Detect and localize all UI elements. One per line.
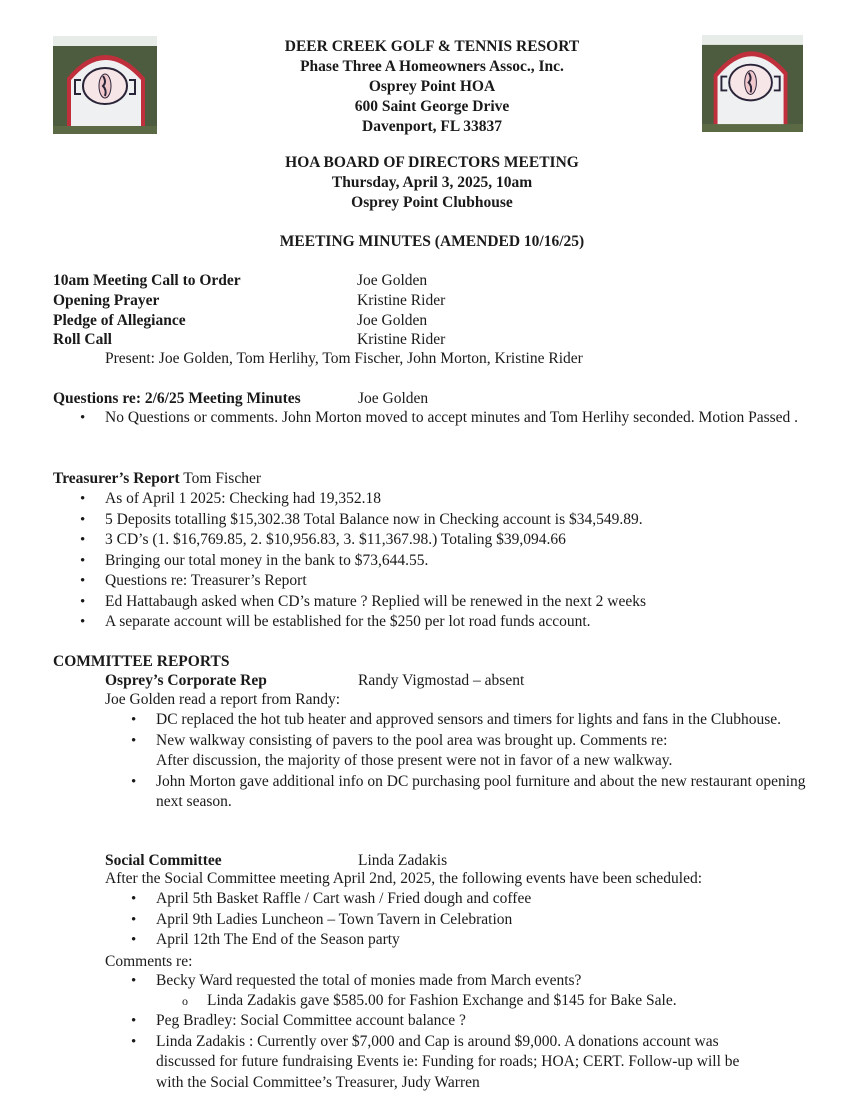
list-item: • Bringing our total money in the bank to $73,644.55. xyxy=(80,551,815,572)
agenda-item-person: Joe Golden xyxy=(357,272,428,289)
list-item xyxy=(131,731,816,772)
org-street: 600 Saint George Drive xyxy=(354,98,510,115)
list-item: • As of April 1 2025: Checking had 19,352.18 xyxy=(80,489,815,510)
meeting-location: Osprey Point Clubhouse xyxy=(351,194,513,211)
social-comments-sublist xyxy=(182,991,822,1012)
section-heading: Questions re: 2/6/25 Meeting Minutes xyxy=(53,390,301,407)
agenda-item-label: 10am Meeting Call to Order xyxy=(53,272,241,289)
osprey-point-sign-icon xyxy=(53,36,157,134)
treasurer-section xyxy=(53,469,261,489)
social-comments-list-continued xyxy=(131,1011,831,1093)
corporate-rep-section xyxy=(105,671,705,691)
osprey-point-logo-right xyxy=(702,35,803,132)
osprey-point-sign-icon xyxy=(702,35,803,132)
agenda-item xyxy=(53,291,653,311)
section-heading: Treasurer’s Report xyxy=(53,470,180,487)
list-item xyxy=(131,1032,831,1094)
social-committee-intro: After the Social Committee meeting April 2nd, 2025, the following events have been scheduled: xyxy=(105,870,703,887)
list-item: • April 5th Basket Raffle / Cart wash / Fried dough and coffee xyxy=(131,889,816,910)
social-events-list xyxy=(131,889,816,951)
agenda-item-person: Kristine Rider xyxy=(357,292,446,309)
list-item: • Becky Ward requested the total of monies made from March events? xyxy=(131,971,816,992)
agenda-item xyxy=(53,330,653,350)
comments-label: Comments re: xyxy=(105,953,193,970)
section-presenter: Tom Fischer xyxy=(183,470,261,487)
list-item: • April 12th The End of the Season party xyxy=(131,930,816,951)
sub-list-item: o Linda Zadakis gave $585.00 for Fashion Exchange and $145 for Bake Sale. xyxy=(182,991,822,1012)
agenda-item-person: Joe Golden xyxy=(357,312,428,329)
agenda-item-label: Opening Prayer xyxy=(53,292,160,309)
corporate-rep-bullets xyxy=(131,710,816,813)
list-item: • Ed Hattabaugh asked when CD’s mature ? Replied will be renewed in the next 2 weeks xyxy=(80,592,815,613)
section-heading: Osprey’s Corporate Rep xyxy=(105,672,267,689)
prior-minutes-section xyxy=(53,389,653,409)
agenda-item xyxy=(53,311,653,331)
meeting-header xyxy=(200,153,664,213)
agenda-item-label: Pledge of Allegiance xyxy=(53,312,186,329)
attendance-list: Present: Joe Golden, Tom Herlihy, Tom Fischer, John Morton, Kristine Rider xyxy=(105,350,583,367)
org-hoa: Osprey Point HOA xyxy=(368,78,496,95)
list-item: • 5 Deposits totalling $15,302.38 Total Balance now in Checking account is $34,549.89. xyxy=(80,510,815,531)
agenda-item-person: Kristine Rider xyxy=(357,331,446,348)
org-name: DEER CREEK GOLF & TENNIS RESORT xyxy=(284,38,580,55)
list-item-continuation: with the Social Committee’s Treasurer, Judy Warren xyxy=(156,1073,480,1091)
list-item: • DC replaced the hot tub heater and approved sensors and timers for lights and fans in the Clubhouse. xyxy=(131,710,816,731)
list-item: • A separate account will be established for the $250 per lot road funds account. xyxy=(80,612,815,633)
committee-reports-heading: COMMITTEE REPORTS xyxy=(53,653,230,670)
section-presenter: Linda Zadakis xyxy=(358,852,448,869)
prior-minutes-bullets xyxy=(80,408,815,429)
treasurer-bullets xyxy=(80,489,815,633)
osprey-point-logo-left xyxy=(53,36,157,134)
minutes-title: MEETING MINUTES (AMENDED 10/16/25) xyxy=(279,233,585,250)
corporate-rep-intro: Joe Golden read a report from Randy: xyxy=(105,691,341,708)
list-item: • John Morton gave additional info on DC purchasing pool furniture and about the new restaurant opening next season. xyxy=(131,772,816,813)
list-item: • No Questions or comments. John Morton moved to accept minutes and Tom Herlihy seconded. Motion Passed . xyxy=(80,408,815,429)
list-item: • 3 CD’s (1. $16,769.85, 2. $10,956.83, 3. $11,367.98.) Totaling $39,094.66 xyxy=(80,530,815,551)
list-item-text: New walkway consisting of pavers to the pool area was brought up. Comments re: xyxy=(156,731,668,749)
agenda-item-label: Roll Call xyxy=(53,331,112,348)
meeting-date: Thursday, April 3, 2025, 10am xyxy=(331,174,533,191)
section-presenter: Randy Vigmostad – absent xyxy=(358,672,525,689)
minutes-title-block xyxy=(200,232,664,252)
list-item-continuation: After discussion, the majority of those present were not in favor of a new walkway. xyxy=(156,752,673,769)
list-item-continuation: discussed for future fundraising Events ie: Funding for roads; HOA; CERT. Follow-up will be xyxy=(156,1053,740,1070)
org-association: Phase Three A Homeowners Assoc., Inc. xyxy=(300,58,564,75)
list-item: • April 9th Ladies Luncheon – Town Tavern in Celebration xyxy=(131,910,816,931)
list-item: • Questions re: Treasurer’s Report xyxy=(80,571,815,592)
social-committee-section xyxy=(105,851,705,871)
section-heading: Social Committee xyxy=(105,852,222,869)
agenda-item xyxy=(53,271,653,291)
section-presenter: Joe Golden xyxy=(358,390,429,407)
meeting-title: HOA BOARD OF DIRECTORS MEETING xyxy=(285,154,579,171)
organization-header xyxy=(200,37,664,137)
social-comments-list xyxy=(131,971,816,992)
list-item: • Peg Bradley: Social Committee account balance ? xyxy=(131,1011,831,1032)
org-city: Davenport, FL 33837 xyxy=(362,118,502,135)
list-item-text: Linda Zadakis : Currently over $7,000 and Cap is around $9,000. A donations account was xyxy=(156,1032,719,1050)
